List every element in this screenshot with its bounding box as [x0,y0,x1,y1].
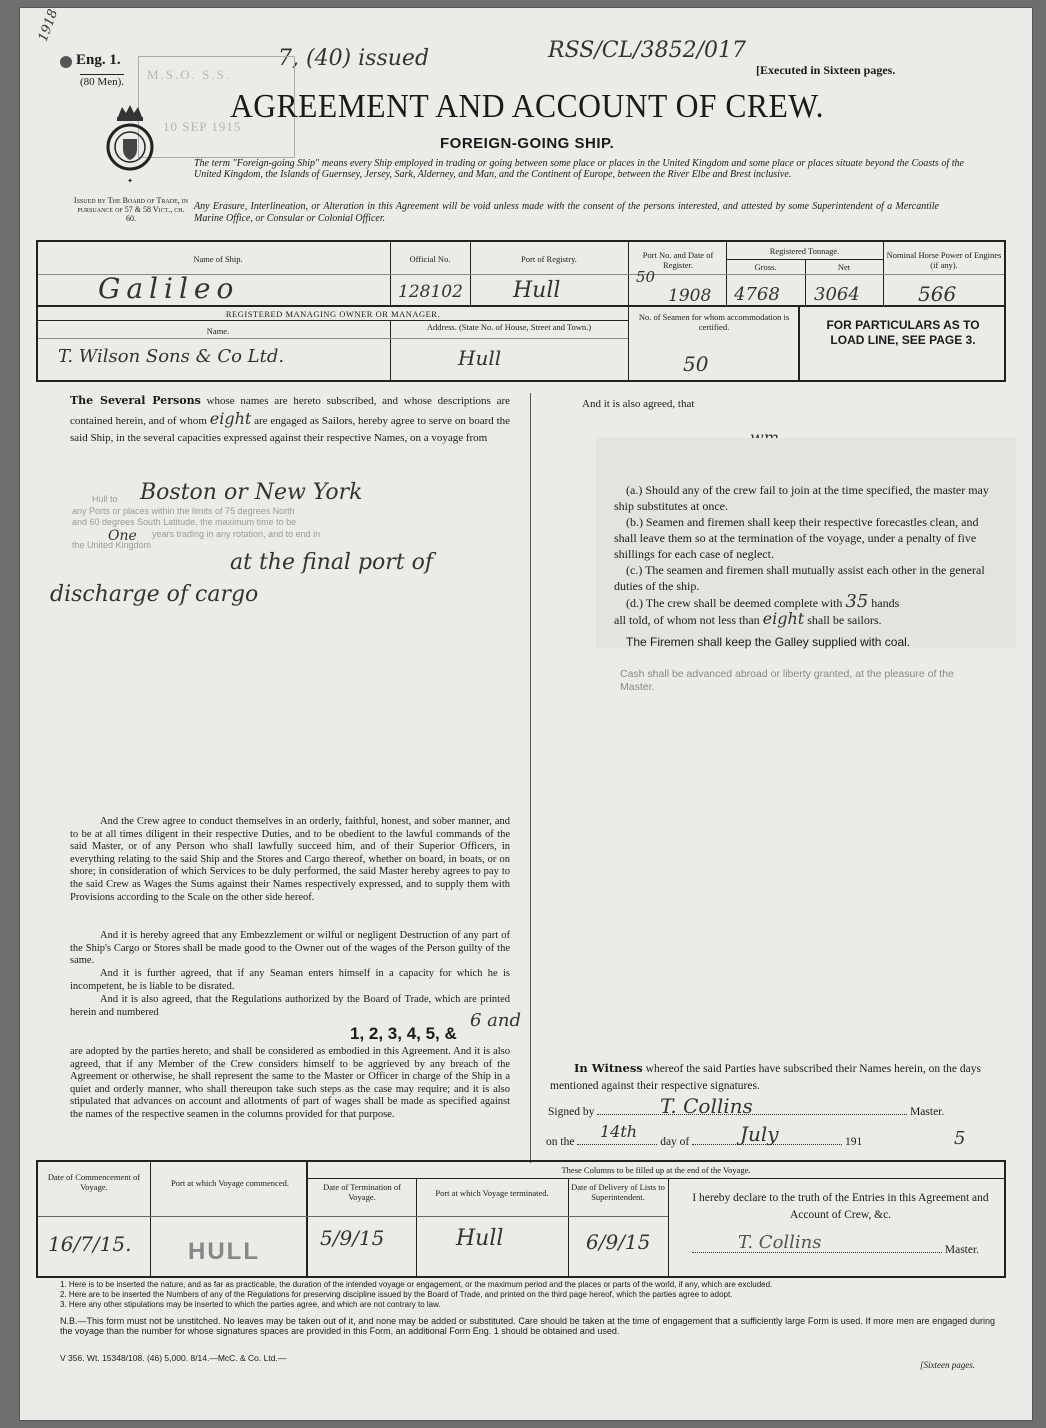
col-port-commenced: Port at which Voyage commenced. [171,1178,289,1188]
col-seamen-accommodation: No. of Seamen for whom accommodation is certified. [638,312,790,332]
men-count: (80 Men). [80,76,124,88]
horse-power-value: 566 [918,282,957,306]
declaration-sign-line: Master. [692,1244,997,1256]
col-horse-power: Nominal Horse Power of Engines (if any). [886,250,1002,270]
printer-imprint: V 356. Wt. 15348/108. (46) 5,000. 8/14.—McC. & Co. Ltd.— [60,1353,287,1363]
col-owner-name: Name. [206,326,230,336]
clauses-list [614,482,999,650]
issued-note: 7, (40) issued [278,46,430,71]
port-commenced-stamp: HULL [188,1238,260,1265]
signed-line: Signed by Master. [548,1106,945,1118]
footnote-2: 2. Here are to be inserted the Numbers of any of the Regulations for preserving discipline issued by the Board of Trade, and printed on the third page hereof, which the parties agree to adopt. [60,1290,733,1299]
incompetence-clause: And it is further agreed, that if any Seaman enters himself in a capacity for which he is incompetent, he is liable to be disrated. [70,968,510,992]
svg-text:✦: ✦ [127,177,133,185]
declaration-text: I hereby declare to the truth of the Entries in this Agreement and Account of Crew, &c. [692,1192,989,1221]
date-line: on the day of 191 [546,1136,863,1148]
col-net: Net [837,262,851,272]
official-no-value: 128102 [398,282,463,302]
delivery-date-value: 6/9/15 [586,1230,651,1254]
clause-a: (a.) Should any of the crew fail to join at the time specified, the master may ship substitutes at once. [614,483,989,513]
col-commencement-date: Date of Commencement of Voyage. [47,1172,141,1192]
min-sailors: eight [762,609,805,628]
end-voyage-note: These Columns to be filled up at the end of the Voyage. [561,1165,751,1175]
sailors-count: eight [209,409,252,428]
cash-clause: Cash shall be advanced abroad or liberty granted, at the pleasure of the Master. [620,668,954,693]
voyage-destination: Boston or New York [140,480,363,505]
nb-note: N.B.—This form must not be unstitched. No leaves may be taken out of it, and none may be added or substituted. Care should be taken at the time of engagement that a sufficiently large Form is used. If more men are engaged during the voyage than the number for whose signatures spaces are provided in this Form, an additional Form Eng. 1 should be obtained and used. [60,1316,995,1336]
voyage-years: One [108,528,137,544]
form-code: Eng. 1. [76,52,121,68]
col-port-registry: Port of Registry. [521,254,577,264]
col-address: Address. (State No. of House, Street and Town.) [426,322,592,332]
executed-note: [Executed in Sixteen pages. [756,63,896,77]
witness-clause: In Witness whereof the said Parties have subscribed their Names herein, on the days mentioned against their respective signatures. [550,1061,981,1092]
col-termination-date: Date of Termination of Voyage. [323,1182,401,1202]
crew-agreement: And the Crew agree to conduct themselves in an orderly, faithful, honest, and sober manner, and to be at all times diligent in their respective Duties, and to be obedient to the lawful commands of the said Master, or of any Person who shall lawfully succeed him, and of their Superior Officers, in everything relating to the said Ship and the Stores and Cargo thereof, whether on board, in boats, or on shore; in consideration of which Services to be duly performed, the said Master hereby agrees to pay to the said Crew as Wages the Sums against their Names respectively expressed, and to supply them with Provisions according to the Scale on the other side hereof. [70,816,510,903]
definition-note: The term "Foreign-going Ship" means every Ship employed in trading or going between some place or places in the United Kingdom and some place or places situate beyond the Coasts of the United Kingdom, the Islands of Guernsey, Jersey, Sark, Alderney, and Man, and the Continent of Europe, between the River Elbe and Brest inclusive. [194,158,964,180]
register-date-value: 1908 [668,286,712,306]
net-value: 3064 [814,284,860,305]
declaration-signature: T. Collins [738,1232,822,1253]
reference-number: RSS/CL/3852/017 [548,38,746,63]
also-agreed-heading: And it is also agreed, that [582,398,695,410]
regulation-numbers: 1, 2, 3, 4, 5, & [350,1024,457,1043]
gross-value: 4768 [734,284,780,305]
office-stamp: M.S.O. S.S. 10 SEP 1915 [138,56,295,158]
voyage-end: at the final port of [230,550,434,575]
port-terminated-value: Hull [456,1226,504,1251]
clause-b: (b.) Seamen and firemen shall keep their respective forecastles clean, and shall leave them so at the termination of the voyage, under a penalty of five shillings for each case of neglect. [614,515,979,561]
crew-complement: 35 [845,591,869,612]
footnote-1: 1. Here is to be inserted the nature, and as far as practicable, the duration of the intended voyage or engagement, or the maximum period and the places or parts of the world, if any, which are excluded. [60,1280,773,1289]
voyage-printed-stamp: Hull to any Ports or places within the limits of 75 degrees North and 60 degrees South Latitude, the maximum time to be years trading in any rotation, and to end in the United Kingdom [72,494,321,550]
voyage-end-2: discharge of cargo [50,582,259,607]
master-signature: T. Collins [660,1094,753,1118]
clause-c: (c.) The seamen and firemen shall mutually assist each other in the general duties of the ship. [614,563,985,593]
ship-name-value: Galileo [98,272,240,305]
regulation-extra: 6 and [470,1010,522,1031]
port-registry-value: Hull [513,278,561,303]
signed-year: 5 [954,1128,966,1149]
page-title: AGREEMENT AND ACCOUNT OF CREW. [230,88,825,125]
column-divider [530,393,531,1163]
royal-crest-icon [102,103,158,187]
engagement-clause [70,392,510,447]
firemen-clause: The Firemen shall keep the Galley supplied with coal. [626,635,911,649]
clause-d: (d.) The crew shall be deemed complete with 35 hands all told, of whom not less than eight shall be sailors. [614,591,900,628]
col-gross: Gross. [754,262,777,272]
commencement-date-value: 16/7/15. [48,1232,132,1256]
load-line-note: FOR PARTICULARS AS TO LOAD LINE, SEE PAGE 3. [826,318,980,347]
engagement-text: whose names are hereto subscribed, and whose descriptions are contained herein, and of whom [70,395,510,427]
bullet-dot-icon [60,56,72,68]
margin-note: 1918 [35,7,62,44]
adoption-clause: are adopted by the parties hereto, and shall be considered as embodied in this Agreement. And it is also agreed, that if any Member of the Crew considers himself to be aggrieved by any breach of the Agreement or otherwise, he shall represent the same to the Master or Officer in charge of the Ship in a quiet and orderly manner, who shall thereupon take such steps as the case may require; and it is also stipulated that advances on account and allotments of part of wages shall be made as specified against the names of the respective seamen in the columns provided for that purpose. [70,1046,510,1120]
sixteen-pages: [Sixteen pages. [920,1360,975,1370]
engagement-text-2: are engaged as Sailors, hereby agree to serve on board the said Ship, in the several capacities expressed against their respective Names, on a voyage from [70,415,511,444]
col-ship-name: Name of Ship. [193,254,243,264]
erasure-note: Any Erasure, Interlineation, or Alteration in this Agreement will be void unless made with the consent of the persons interested, and attested by some Superintendent of a Mercantile Marine Office, or Consular or Colonial Officer. [194,201,939,224]
address-value: Hull [458,346,502,370]
port-no-value: 50 [636,268,656,286]
col-port-terminated: Port at which Voyage terminated. [435,1188,549,1198]
col-port-no-date: Port No. and Date of Register. [642,250,714,270]
several-persons-lead: The Several Persons [70,394,201,407]
col-official-no: Official No. [409,254,451,264]
termination-date-value: 5/9/15 [320,1226,385,1250]
signed-day: 14th [600,1122,638,1141]
owner-name-value: T. Wilson Sons & Co Ltd. [58,346,285,367]
owner-section-title: REGISTERED MANAGING OWNER OR MANAGER. [225,309,441,319]
document-page [20,8,1032,1420]
embezzlement-clause: And it is hereby agreed that any Embezzlement or wilful or negligent Destruction of any part of the Ship's Cargo or Stores shall be made good to the Owner out of the wages of the Person guilty of the same. [70,930,510,967]
footnote-3: 3. Here any other stipulations may be inserted to which the parties agree, and which are not contrary to law. [60,1300,441,1309]
signed-month: July [740,1122,779,1146]
col-delivery-date: Date of Delivery of Lists to Superintendent. [571,1182,665,1202]
ship-details-table [36,240,1006,382]
col-reg-tonnage: Registered Tonnage. [769,246,840,256]
seamen-value: 50 [683,352,709,376]
regulations-clause: And it is also agreed, that the Regulations authorized by the Board of Trade, which are printed herein and numbered [70,994,510,1018]
voyage-table [36,1160,1006,1278]
page-subtitle: FOREIGN-GOING SHIP. [440,135,615,152]
issued-by: Issued by The Board of Trade, in pursuance of 57 & 58 Vict., ch. 60. [73,196,189,223]
